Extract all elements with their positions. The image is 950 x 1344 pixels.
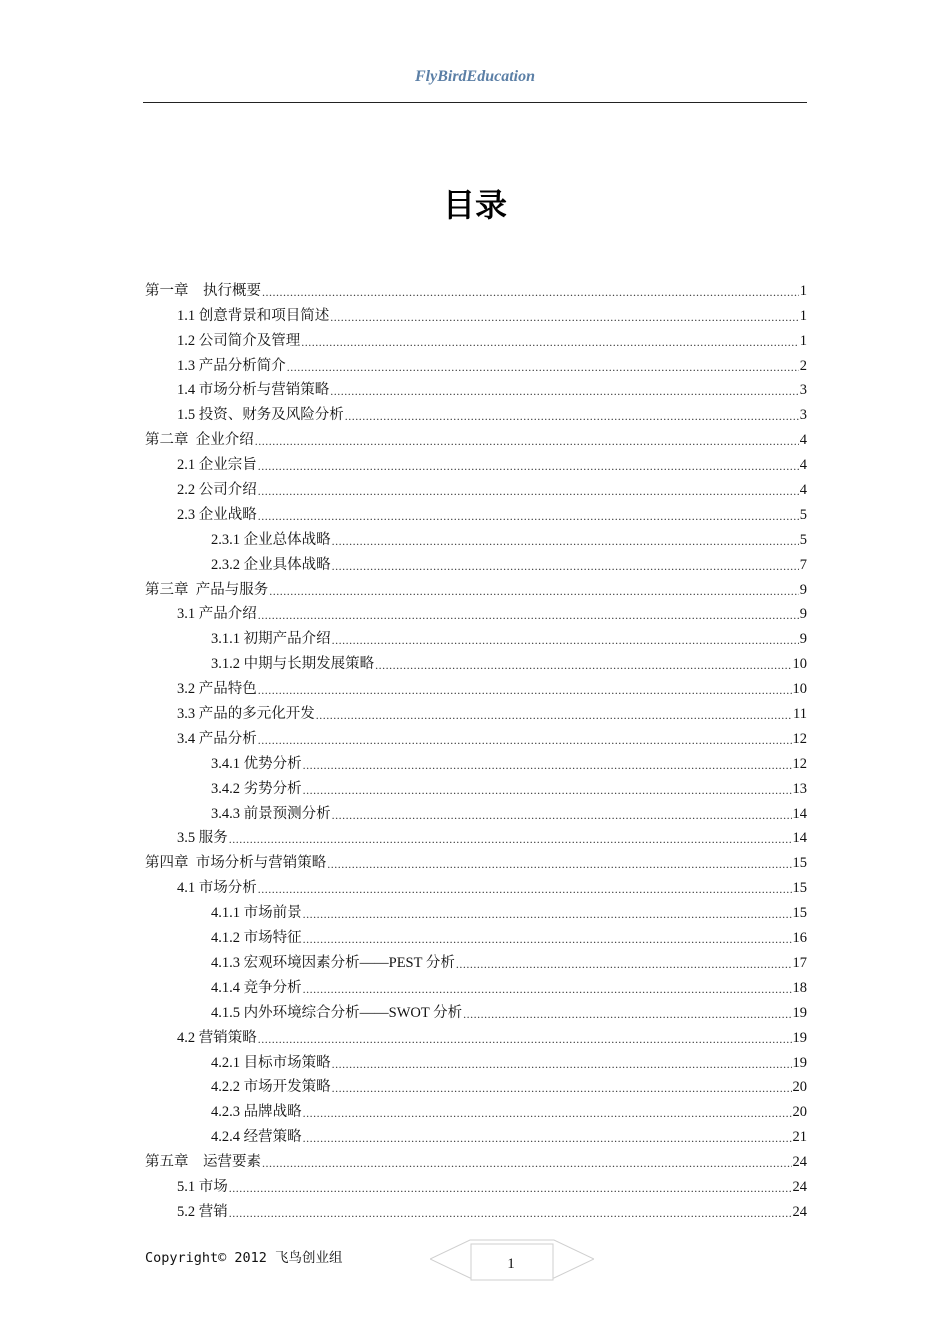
toc-entry-title: 3.2 产品特色 [177,681,257,698]
toc-entry[interactable] [145,1073,807,1098]
toc-entry[interactable] [145,724,807,749]
toc-entry-page: 21 [792,1129,807,1146]
toc-entry-title: 3.5 服务 [177,830,228,847]
toc-entry-title: 1.4 市场分析与营销策略 [177,382,330,399]
toc-entry-page: 24 [792,1178,807,1195]
toc-entry[interactable] [145,600,807,625]
toc-dot-leader [330,382,799,400]
toc-entry-title: 2.3.2 企业具体战略 [211,556,331,573]
toc-entry[interactable] [145,301,807,326]
toc-entry[interactable] [145,749,807,774]
toc-entry-page: 1 [799,282,807,299]
toc-entry[interactable] [145,674,807,699]
toc-entry-title: 4.1.5 内外环境综合分析——SWOT 分析 [211,1004,463,1021]
toc-entry[interactable] [145,550,807,575]
toc-entry-title: 第三章 产品与服务 [145,581,269,598]
toc-dot-leader [303,781,792,799]
toc-entry-title: 5.2 营销 [177,1203,228,1220]
toc-dot-leader [332,631,799,649]
toc-entry[interactable] [145,351,807,376]
toc-entry-page: 9 [799,631,807,648]
toc-entry-title: 3.1 产品介绍 [177,606,257,623]
toc-entry-page: 24 [792,1154,807,1171]
toc-entry[interactable] [145,848,807,873]
toc-entry-page: 19 [792,1054,807,1071]
toc-entry-title: 4.2.4 经营策略 [211,1129,302,1146]
toc-entry[interactable] [145,998,807,1023]
toc-entry[interactable] [145,898,807,923]
toc-dot-leader [287,358,799,376]
toc-entry-page: 14 [792,830,807,847]
toc-dot-leader [269,582,799,600]
toc-dot-leader [456,955,792,973]
toc-entry-page: 24 [792,1203,807,1220]
toc-entry-page: 4 [799,432,807,449]
toc-entry-page: 13 [792,780,807,797]
toc-entry-title: 4.2.1 目标市场策略 [211,1054,331,1071]
toc-dot-leader [316,706,792,724]
toc-dot-leader [345,407,799,425]
footer-copyright: Copyright© 2012 飞鸟创业组 [145,1250,343,1266]
toc-entry-page: 9 [799,581,807,598]
toc-entry-page: 11 [793,706,807,723]
toc-entry-page: 17 [792,954,807,971]
toc-entry[interactable] [145,923,807,948]
toc-dot-leader [332,557,799,575]
toc-dot-leader [303,980,792,998]
toc-dot-leader [375,656,791,674]
toc-entry-page: 20 [792,1079,807,1096]
toc-entry[interactable] [145,699,807,724]
toc-entry[interactable] [145,1048,807,1073]
toc-dot-leader [258,606,799,624]
toc-entry[interactable] [145,973,807,998]
toc-entry-page: 19 [792,1029,807,1046]
toc-entry-page: 1 [799,307,807,324]
toc-entry-title: 2.3.1 企业总体战略 [211,531,331,548]
toc-entry-title: 4.2.3 品牌战略 [211,1104,302,1121]
toc-entry-page: 4 [799,457,807,474]
toc-entry-page: 9 [799,606,807,623]
toc-entry-title: 1.2 公司简介及管理 [177,332,301,349]
toc-entry-title: 第一章 执行概要 [145,282,261,299]
toc-dot-leader [332,1079,792,1097]
toc-entry-page: 16 [792,930,807,947]
toc-dot-leader [229,1204,792,1222]
toc-dot-leader [330,308,799,326]
toc-entry-title: 2.1 企业宗旨 [177,457,257,474]
toc-dot-leader [258,507,799,525]
toc-entry-title: 3.1.2 中期与长期发展策略 [211,656,375,673]
toc-entry-page: 3 [799,407,807,424]
toc-entry-page: 10 [792,681,807,698]
toc-dot-leader [303,1104,792,1122]
toc-entry-title: 1.5 投资、财务及风险分析 [177,407,344,424]
toc-entry[interactable] [145,873,807,898]
header-rule [143,102,807,103]
toc-dot-leader [301,333,799,351]
toc-entry-title: 2.3 企业战略 [177,506,257,523]
page-number: 1 [507,1256,515,1272]
toc-entry-title: 4.1.1 市场前景 [211,905,302,922]
toc-dot-leader [255,432,799,450]
toc-entry-title: 4.2 营销策略 [177,1029,257,1046]
toc-dot-leader [327,855,791,873]
toc-dot-leader [229,830,792,848]
toc-entry-page: 2 [799,357,807,374]
toc-dot-leader [332,806,792,824]
toc-entry[interactable] [145,824,807,849]
toc-entry-title: 1.3 产品分析简介 [177,357,286,374]
toc-entry[interactable] [145,425,807,450]
toc-dot-leader [229,1179,792,1197]
toc-entry[interactable] [145,1122,807,1147]
toc-entry-title: 4.1.3 宏观环境因素分析——PEST 分析 [211,954,455,971]
toc-entry-title: 2.2 公司介绍 [177,482,257,499]
toc-dot-leader [303,930,792,948]
toc-entry[interactable] [145,525,807,550]
toc-entry-page: 12 [792,730,807,747]
toc-entry[interactable] [145,1097,807,1122]
toc-dot-leader [262,1154,792,1172]
toc-entry[interactable] [145,575,807,600]
toc-entry-page: 18 [792,979,807,996]
toc-entry-page: 5 [799,531,807,548]
toc-entry-title: 5.1 市场 [177,1178,228,1195]
toc-entry-title: 3.4.2 劣势分析 [211,780,302,797]
toc-entry-title: 4.2.2 市场开发策略 [211,1079,331,1096]
toc-entry-title: 4.1.4 竞争分析 [211,979,302,996]
toc-entry[interactable] [145,799,807,824]
toc-dot-leader [303,1129,792,1147]
toc-dot-leader [258,1030,792,1048]
toc-dot-leader [303,756,792,774]
toc-entry[interactable] [145,624,807,649]
toc-entry-title: 3.4.3 前景预测分析 [211,805,331,822]
toc-entry-title: 4.1.2 市场特征 [211,930,302,947]
toc-entry[interactable] [145,276,807,301]
toc-entry-page: 19 [792,1004,807,1021]
toc-entry-page: 7 [799,556,807,573]
toc-entry-title: 第四章 市场分析与营销策略 [145,855,327,872]
toc-entry-title: 4.1 市场分析 [177,880,257,897]
toc-entry-title: 3.4 产品分析 [177,730,257,747]
toc-dot-leader [258,880,792,898]
toc-entry[interactable] [145,1147,807,1172]
toc-entry-title: 1.1 创意背景和项目简述 [177,307,330,324]
toc-entry[interactable] [145,500,807,525]
toc-dot-leader [258,731,792,749]
toc-entry-page: 4 [799,482,807,499]
toc-entry-page: 15 [792,905,807,922]
toc-entry-title: 3.3 产品的多元化开发 [177,706,315,723]
toc-dot-leader [332,532,799,550]
toc-entry-page: 1 [799,332,807,349]
toc-dot-leader [332,1055,792,1073]
toc-entry-title: 3.4.1 优势分析 [211,755,302,772]
toc-entry-title: 第二章 企业介绍 [145,432,254,449]
toc-entry[interactable] [145,450,807,475]
toc-dot-leader [463,1005,791,1023]
header-title: FlyBirdEducation [414,68,536,85]
toc-entry-page: 3 [799,382,807,399]
toc-entry[interactable] [145,649,807,674]
page-title: 目录 [442,186,507,224]
toc-entry[interactable] [145,774,807,799]
toc-entry-title: 第五章 运营要素 [145,1154,261,1171]
toc-entry[interactable] [145,475,807,500]
toc-dot-leader [303,905,792,923]
toc-entry[interactable] [145,948,807,973]
table-of-contents [145,276,807,1222]
toc-entry-page: 5 [799,506,807,523]
toc-entry-page: 15 [792,880,807,897]
toc-entry-title: 3.1.1 初期产品介绍 [211,631,331,648]
toc-entry-page: 12 [792,755,807,772]
toc-entry[interactable] [145,400,807,425]
toc-entry[interactable] [145,326,807,351]
toc-entry-page: 15 [792,855,807,872]
toc-dot-leader [262,283,799,301]
toc-dot-leader [258,457,799,475]
toc-entry[interactable] [145,1023,807,1048]
toc-entry-page: 14 [792,805,807,822]
toc-entry[interactable] [145,1172,807,1197]
toc-entry[interactable] [145,1197,807,1222]
toc-entry-page: 20 [792,1104,807,1121]
toc-dot-leader [258,681,792,699]
toc-dot-leader [258,482,799,500]
toc-entry[interactable] [145,376,807,401]
toc-entry-page: 10 [792,656,807,673]
